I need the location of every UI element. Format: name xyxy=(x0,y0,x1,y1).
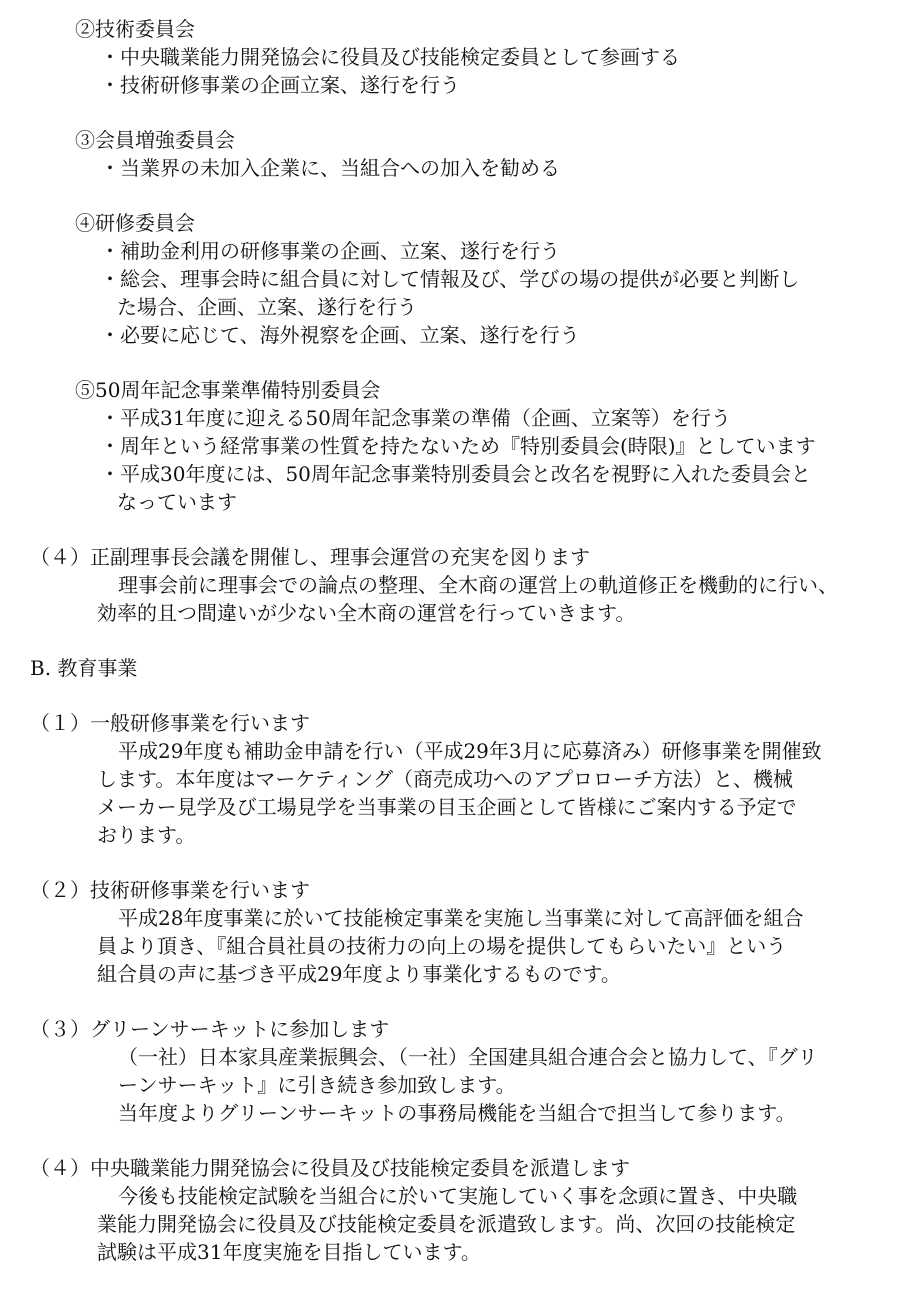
section-b-item-body-line: おります。 xyxy=(97,823,196,847)
section-b-item-heading: （４）中央職業能力開発協会に役員及び技能検定委員を派遣します xyxy=(30,1156,630,1180)
section-b-item-body-line: ーンサーキット』に引き続き参加致します。 xyxy=(118,1073,516,1097)
section-b-item-body-line: します。本年度はマーケティング（商売成功へのアプロローチ方法）と、機械 xyxy=(97,767,793,791)
section-a4-body-line: 効率的且つ間違いが少ない全木商の運営を行っていきます。 xyxy=(97,601,636,625)
committee-membership-item: ・当業界の未加入企業に、当組合への加入を勧める xyxy=(100,156,560,180)
committee-anniversary-item: ・平成30年度には、50周年記念事業特別委員会と改名を視野に入れた委員会と xyxy=(100,462,811,486)
committee-anniversary-item: ・周年という経常事業の性質を持たないため『特別委員会(時限)』としています xyxy=(100,434,816,458)
section-b-item-body-line: 平成28年度事業に於いて技能検定事業を実施し当事業に対して高評価を組合 xyxy=(118,906,804,930)
committee-anniversary-heading: ⑤50周年記念事業準備特別委員会 xyxy=(75,378,381,402)
section-b-item-body-line: 当年度よりグリーンサーキットの事務局機能を当組合で担当して参ります。 xyxy=(118,1101,796,1125)
section-b-item-body-line: 員より頂き、『組合員社員の技術力の向上の場を提供してもらいたい』という xyxy=(97,934,787,958)
section-b-item-body-line: 平成29年度も補助金申請を行い（平成29年3月に応募済み）研修事業を開催致 xyxy=(118,739,822,763)
committee-anniversary-item-continued: なっています xyxy=(117,490,237,514)
section-a4-body-line: 理事会前に理事会での論点の整理、全木商の運営上の軌道修正を機動的に行い、 xyxy=(118,573,838,597)
section-b-item-heading: （３）グリーンサーキットに参加します xyxy=(30,1017,390,1041)
section-b-item-body-line: メーカー見学及び工場見学を当事業の目玉企画として皆様にご案内する予定で xyxy=(97,795,797,819)
section-b-item-body-line: 業能力開発協会に役員及び技能検定委員を派遣致します。尚、次回の技能検定 xyxy=(97,1212,796,1236)
section-b-heading: B. 教育事業 xyxy=(30,656,138,680)
committee-training-item: ・必要に応じて、海外視察を企画、立案、遂行を行う xyxy=(100,323,580,347)
section-b-item-body-line: 試験は平成31年度実施を目指しています。 xyxy=(97,1240,481,1264)
committee-membership-heading: ③会員増強委員会 xyxy=(75,128,235,152)
committee-anniversary-item: ・平成31年度に迎える50周年記念事業の準備（企画、立案等）を行う xyxy=(100,406,731,430)
section-b-item-body-line: （一社）日本家具産業振興会、（一社）全国建具組合連合会と協力して、『グリ xyxy=(118,1045,818,1069)
section-a4-heading: （４）正副理事長会議を開催し、理事会運営の充実を図ります xyxy=(30,545,590,569)
section-b-item-heading: （２）技術研修事業を行います xyxy=(30,878,310,902)
committee-training-heading: ④研修委員会 xyxy=(75,211,195,235)
section-b-item-body-line: 今後も技能検定試験を当組合に於いて実施していく事を念頭に置き、中央職 xyxy=(118,1184,798,1208)
committee-technical-heading: ②技術委員会 xyxy=(75,17,195,41)
section-b-item-body-line: 組合員の声に基づき平成29年度より事業化するものです。 xyxy=(97,962,621,986)
committee-technical-item: ・中央職業能力開発協会に役員及び技能検定委員として参画する xyxy=(100,45,680,69)
committee-training-item: ・総会、理事会時に組合員に対して情報及び、学びの場の提供が必要と判断し xyxy=(100,267,800,291)
section-b-item-heading: （１）一般研修事業を行います xyxy=(30,711,310,735)
committee-technical-item: ・技術研修事業の企画立案、遂行を行う xyxy=(100,73,460,97)
committee-training-item: ・補助金利用の研修事業の企画、立案、遂行を行う xyxy=(100,239,560,263)
committee-training-item-continued: た場合、企画、立案、遂行を行う xyxy=(117,295,417,319)
